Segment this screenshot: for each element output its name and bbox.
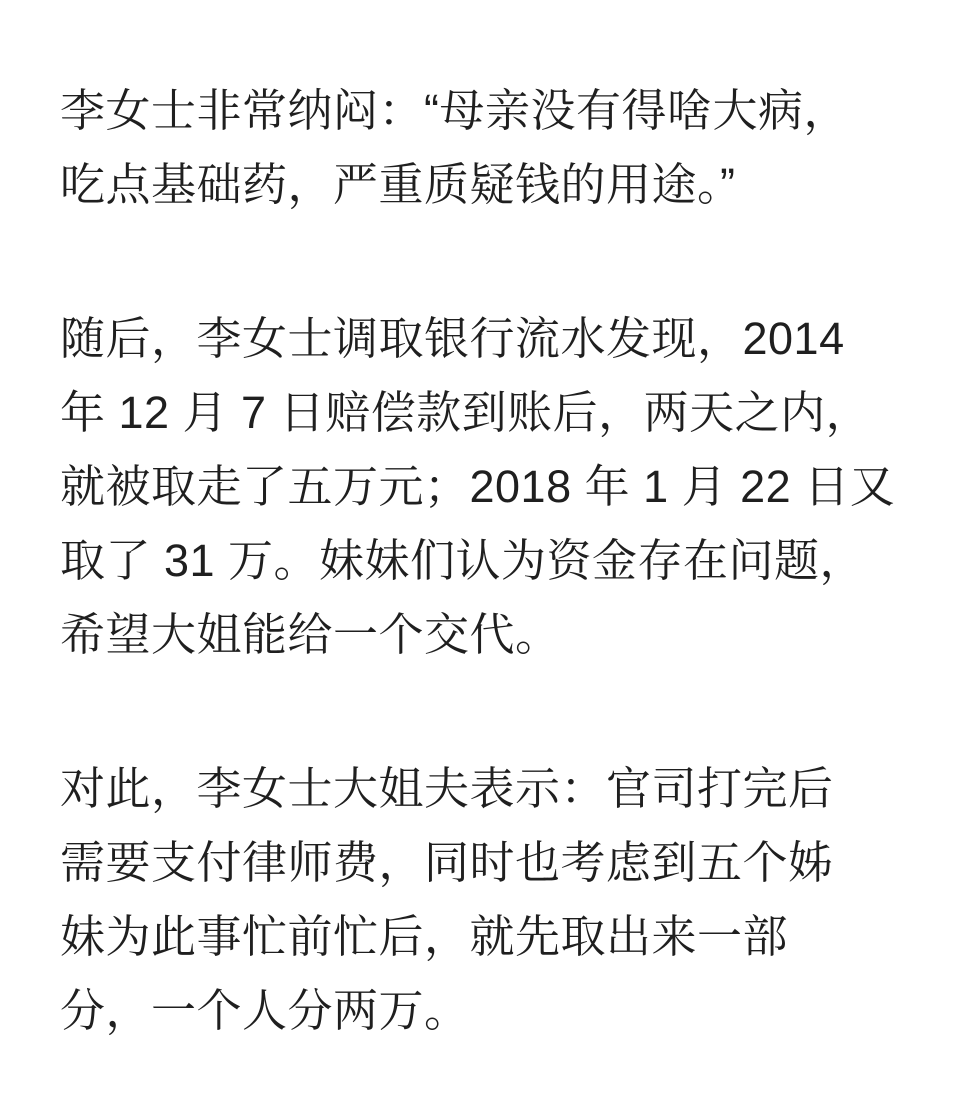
text-line: 希望大姐能给一个交代。 <box>60 609 561 660</box>
text-line: 随后，李女士调取银行流水发现，2014 <box>60 313 845 364</box>
text-line: 妹为此事忙前忙后，就先取出来一部 <box>60 911 789 962</box>
text-line: 分，一个人分两万。 <box>60 985 470 1036</box>
text-line: 吃点基础药，严重质疑钱的用途。” <box>60 159 736 210</box>
paragraph-brother-in-law-response <box>60 752 906 1048</box>
text-line: 就被取走了五万元；2018 年 1 月 22 日又 <box>60 461 896 512</box>
text-line: 需要支付律师费，同时也考虑到五个姊 <box>60 837 834 888</box>
text-line: 年 12 月 7 日赔偿款到账后，两天之内， <box>60 387 872 438</box>
text-line: 李女士非常纳闷：“母亲没有得啥大病， <box>60 85 849 136</box>
paragraph-bank-records <box>60 302 906 672</box>
text-line: 取了 31 万。妹妹们认为资金存在问题， <box>60 535 866 586</box>
paragraph-quote-doubt <box>60 74 906 222</box>
text-line: 对此，李女士大姐夫表示：官司打完后 <box>60 763 834 814</box>
